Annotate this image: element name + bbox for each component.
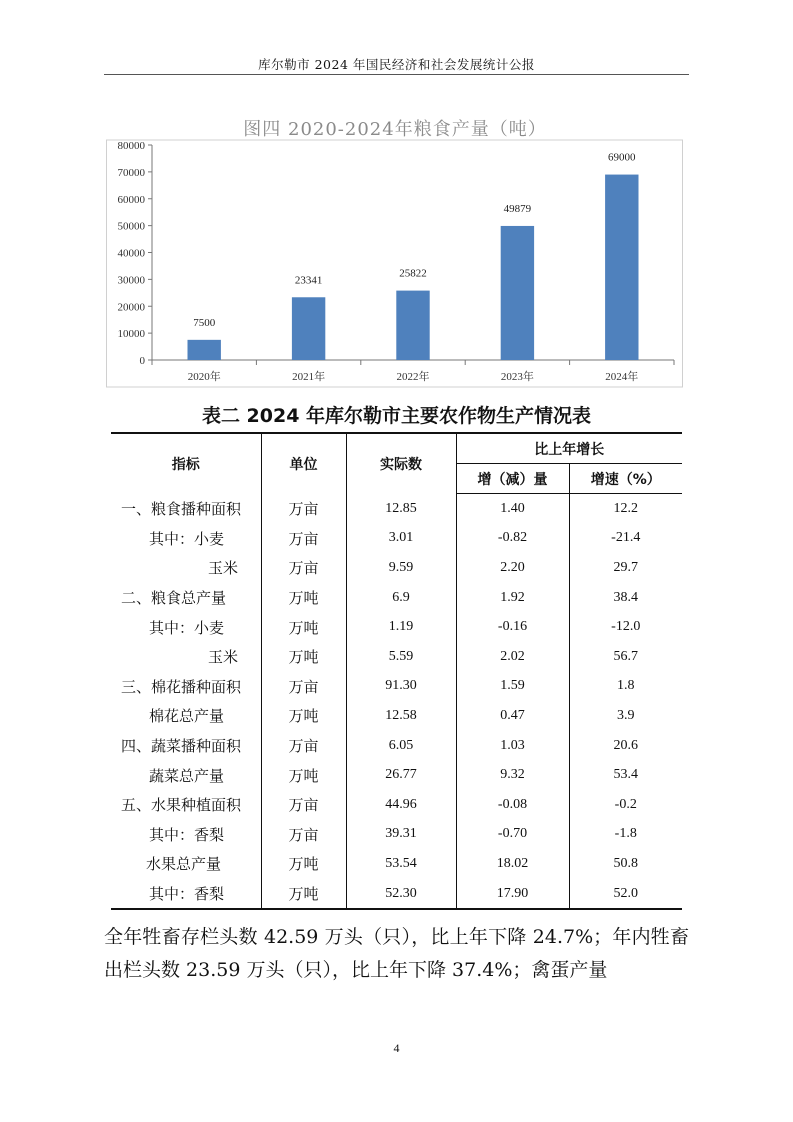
table-row [111, 760, 682, 790]
row-actual: 39.31 [346, 820, 456, 850]
header-rate: 增速（%） [569, 464, 682, 494]
y-tick-label: 40000 [117, 247, 145, 260]
x-tick-label: 2021年 [292, 371, 326, 383]
row-unit: 万吨 [261, 583, 346, 613]
y-tick-label: 30000 [117, 274, 145, 287]
x-tick-label: 2020年 [187, 371, 221, 383]
row-unit: 万吨 [261, 612, 346, 642]
bars [187, 152, 638, 360]
y-axis [118, 140, 153, 367]
row-actual: 6.05 [346, 731, 456, 761]
grain-output-chart [106, 111, 684, 389]
page-number: 4 [393, 1041, 400, 1055]
table-row [111, 790, 682, 820]
bar-2024年 [605, 175, 638, 360]
x-axis [152, 360, 674, 383]
header-actual: 实际数 [346, 433, 456, 494]
row-rate: 50.8 [569, 849, 682, 879]
row-actual: 44.96 [346, 790, 456, 820]
bar-value-label: 23341 [294, 274, 323, 287]
header-unit: 单位 [261, 433, 346, 494]
table-title: 表二 2024 年库尔勒市主要农作物生产情况表 [201, 405, 592, 427]
row-unit: 万吨 [261, 642, 346, 672]
row-change: 2.02 [456, 642, 569, 672]
row-unit: 万亩 [261, 553, 346, 583]
header-divider [104, 74, 689, 75]
row-indicator: 蔬菜总产量 [149, 766, 225, 785]
page-header: 库尔勒市 2024 年国民经济和社会发展统计公报 [258, 57, 535, 72]
y-tick-label: 50000 [117, 220, 145, 233]
bar-value-label: 25822 [399, 267, 427, 280]
table-row [111, 731, 682, 761]
y-tick-label: 20000 [117, 301, 145, 314]
row-actual: 52.30 [346, 879, 456, 910]
row-actual: 12.85 [346, 494, 456, 524]
row-unit: 万亩 [261, 790, 346, 820]
row-unit: 万亩 [261, 524, 346, 554]
row-unit: 万吨 [261, 849, 346, 879]
row-rate: -12.0 [569, 612, 682, 642]
table-row [111, 494, 682, 524]
row-rate: 20.6 [569, 731, 682, 761]
row-unit: 万亩 [261, 731, 346, 761]
x-tick-label: 2022年 [396, 371, 430, 383]
row-indicator: 其中：香梨 [149, 825, 225, 844]
bar-2020年 [187, 340, 220, 360]
row-actual: 3.01 [346, 524, 456, 554]
row-change: 1.59 [456, 672, 569, 702]
header-change: 增（减）量 [456, 464, 569, 494]
row-indicator: 二、粮食总产量 [121, 589, 227, 608]
row-change: 2.20 [456, 553, 569, 583]
row-actual: 12.58 [346, 701, 456, 731]
row-indicator: 三、棉花播种面积 [121, 677, 242, 696]
table-row [111, 672, 682, 702]
row-change: -0.82 [456, 524, 569, 554]
row-unit: 万亩 [261, 672, 346, 702]
table-row [111, 642, 682, 672]
row-rate: 38.4 [569, 583, 682, 613]
row-change: 18.02 [456, 849, 569, 879]
bar-value-label: 7500 [193, 316, 216, 329]
y-tick-label: 60000 [117, 193, 145, 206]
table-row [111, 701, 682, 731]
row-change: 17.90 [456, 879, 569, 910]
y-tick-label: 0 [139, 355, 145, 367]
table-row [111, 553, 682, 583]
row-change: -0.16 [456, 612, 569, 642]
row-change: -0.08 [456, 790, 569, 820]
row-indicator: 一、粮食播种面积 [121, 500, 242, 519]
chart-svg [106, 111, 684, 389]
row-unit: 万吨 [261, 760, 346, 790]
row-rate: 29.7 [569, 553, 682, 583]
row-indicator: 五、水果种植面积 [121, 796, 242, 815]
row-change: 1.03 [456, 731, 569, 761]
row-indicator: 棉花总产量 [149, 707, 225, 726]
row-rate: 1.8 [569, 672, 682, 702]
row-rate: 53.4 [569, 760, 682, 790]
row-indicator: 其中：小麦 [149, 529, 225, 548]
crop-production-table [111, 432, 682, 910]
row-actual: 6.9 [346, 583, 456, 613]
row-unit: 万吨 [261, 701, 346, 731]
row-rate: -21.4 [569, 524, 682, 554]
table-row [111, 583, 682, 613]
header-indicator: 指标 [111, 433, 261, 494]
bar-2022年 [396, 291, 429, 360]
row-actual: 9.59 [346, 553, 456, 583]
row-actual: 26.77 [346, 760, 456, 790]
row-indicator: 玉米 [208, 648, 239, 667]
row-actual: 91.30 [346, 672, 456, 702]
table-row [111, 849, 682, 879]
chart-title: 图四 2020-2024年粮食产量（吨） [243, 119, 547, 140]
bar-value-label: 49879 [503, 202, 532, 215]
x-tick-label: 2023年 [500, 371, 534, 383]
table-row [111, 879, 682, 910]
row-change: 0.47 [456, 701, 569, 731]
row-rate: -1.8 [569, 820, 682, 850]
row-unit: 万亩 [261, 494, 346, 524]
row-actual: 53.54 [346, 849, 456, 879]
row-actual: 1.19 [346, 612, 456, 642]
row-indicator: 水果总产量 [146, 855, 222, 874]
table-row [111, 820, 682, 850]
bar-value-label: 69000 [608, 151, 636, 164]
row-unit: 万吨 [261, 879, 346, 910]
header-compare: 比上年增长 [456, 433, 682, 464]
row-rate: 56.7 [569, 642, 682, 672]
row-rate: 3.9 [569, 701, 682, 731]
bar-2023年 [501, 226, 534, 360]
row-rate: 12.2 [569, 494, 682, 524]
y-tick-label: 80000 [117, 140, 145, 152]
row-indicator: 其中：香梨 [111, 879, 261, 910]
row-unit: 万亩 [261, 820, 346, 850]
row-indicator: 四、蔬菜播种面积 [121, 737, 242, 756]
row-rate: 52.0 [569, 879, 682, 910]
row-actual: 5.59 [346, 642, 456, 672]
y-tick-label: 70000 [117, 166, 145, 179]
row-change: -0.70 [456, 820, 569, 850]
row-change: 9.32 [456, 760, 569, 790]
row-indicator: 玉米 [208, 559, 239, 578]
row-rate: -0.2 [569, 790, 682, 820]
table-row [111, 524, 682, 554]
bar-2021年 [292, 297, 325, 360]
table-body [111, 494, 682, 910]
y-tick-label: 10000 [117, 328, 145, 341]
row-indicator: 其中：小麦 [149, 618, 225, 637]
body-paragraph: 全年牲畜存栏头数 42.59 万头（只），比上年下降 24.7%；年内牲畜出栏头数 23.59 万头（只），比上年下降 37.4%；禽蛋产量 [104, 926, 689, 981]
table-row [111, 612, 682, 642]
row-change: 1.40 [456, 494, 569, 524]
x-tick-label: 2024年 [605, 371, 639, 383]
row-change: 1.92 [456, 583, 569, 613]
